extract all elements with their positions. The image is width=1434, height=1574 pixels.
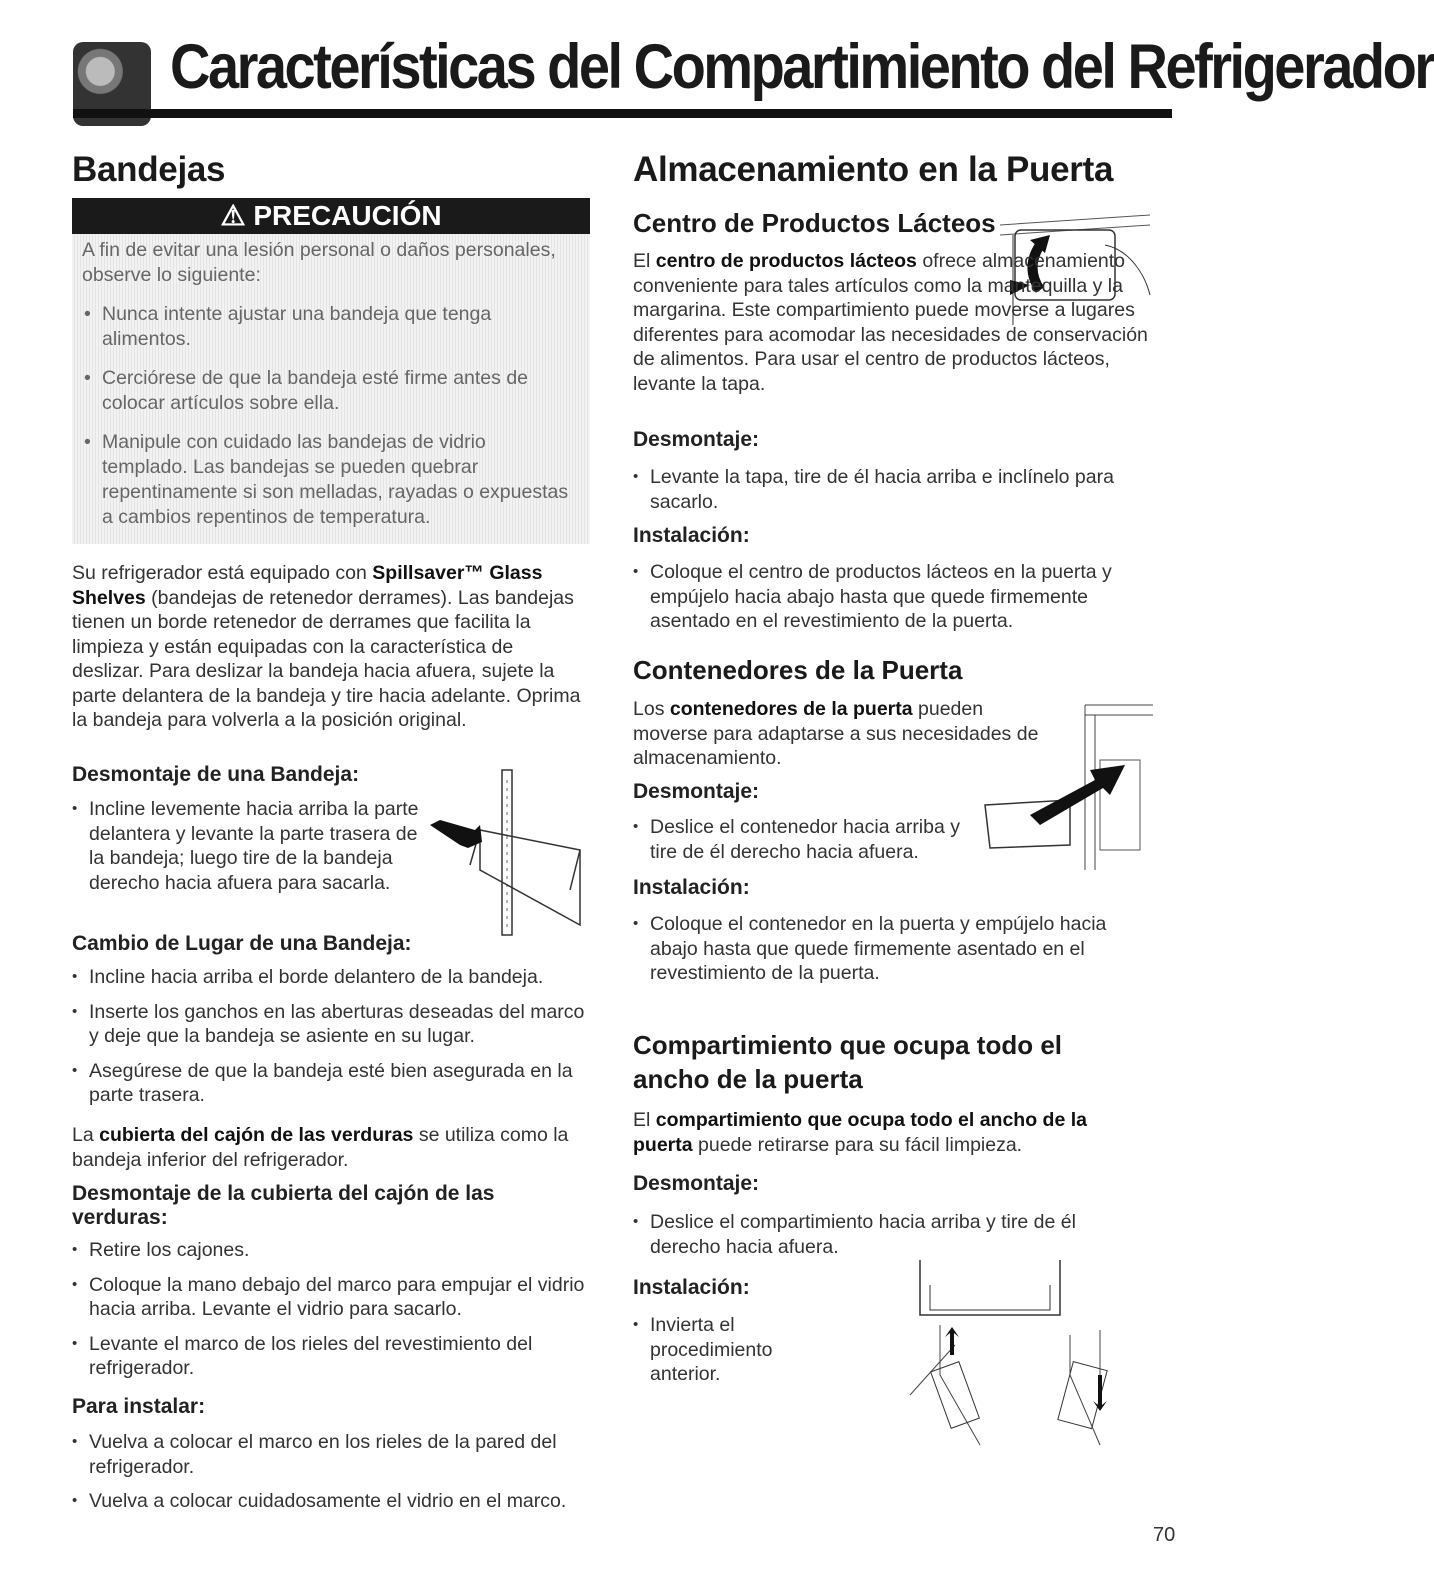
fullwidth-compartment-illustration [870,1255,1130,1455]
fullwidth-heading: Compartimiento que ocupa todo el ancho de la puerta [633,1030,1063,1094]
bins-removal-list [633,815,963,864]
fullwidth-text: El compartimiento que ocupa todo el ancho de la puerta puede retirarse para su fácil limpieza. [633,1109,1087,1156]
caution-intro: A fin de evitar una lesión personal o daños personales, observe lo siguiente: [82,239,556,286]
caution-title-bar [72,198,590,234]
dairy-heading: Centro de Productos Lácteos [633,208,996,238]
bins-install-heading: Instalación: [633,876,750,899]
door-bins-text: Los contenedores de la puerta pueden moverse para adaptarse a sus necesidades de almacenamiento. [633,698,1039,769]
list-item: • Vuelva a colocar cuidadosamente el vidrio en el marco. [72,1489,572,1514]
install-list [72,1430,572,1514]
list-item: • Coloque la mano debajo del marco para empujar el vidrio hacia arriba. Levante el vidrio para sacarlo. [72,1273,592,1322]
list-item: • Inserte los ganchos en las aberturas deseadas del marco y deje que la bandeja se asiente en su lugar. [72,1000,592,1049]
list-item: • Asegúrese de que la bandeja esté bien asegurada en la parte trasera. [72,1059,592,1108]
list-item: • Levante la tapa, tire de él hacia arriba e inclínelo para sacarlo. [633,465,1138,514]
shelf-relocate-heading: Cambio de Lugar de una Bandeja: [72,932,412,955]
warning-triangle-icon: ⚠ [220,200,254,231]
crisper-cover-text: La cubierta del cajón de las verduras se utiliza como la bandeja inferior del refrigerador. [72,1124,569,1171]
list-item: • Coloque el centro de productos lácteos en la puerta y empújelo hacia abajo hasta que quede firmemente asentado en el revestimiento de la puerta. [633,560,1138,634]
section-heading-door-storage: Almacenamiento en la Puerta [633,150,1114,189]
section-heading-bandejas: Bandejas [72,150,226,189]
caution-item: • Cerciórese de que la bandeja esté firme antes de colocar artículos sobre ella. [82,366,572,416]
shelves-intro: Su refrigerador está equipado con Spillsaver™ Glass Shelves (bandejas de retenedor derrames). Las bandejas tienen un borde retenedor de derrames que facilita la limpieza y están equipadas con la característica de deslizar. Para deslizar la bandeja hacia afuera, sujete la parte delantera de la bandeja y tire hacia adelante. Oprima la bandeja para volverla a la posición original. [72,562,581,731]
shelf-removal-illustration [420,770,590,940]
dairy-install-heading: Instalación: [633,524,750,547]
caution-item: • Nunca intente ajustar una bandeja que tenga alimentos. [82,302,572,352]
shelf-removal-heading: Desmontaje de una Bandeja: [72,763,360,786]
dairy-text: El centro de productos lácteos ofrece almacenamiento conveniente para tales artículos como la mantequilla y la margarina. Este compartimiento puede moverse a lugares diferentes para acomodar las necesidades de conservación de alimentos. Para usar el centro de productos lácteos, levante la tapa. [633,250,1148,395]
dairy-removal-heading: Desmontaje: [633,428,760,451]
bins-removal-heading: Desmontaje: [633,780,760,803]
caution-text [82,238,572,544]
shelf-relocate-list [72,965,592,1108]
install-heading: Para instalar: [72,1395,206,1418]
door-bins-heading: Contenedores de la Puerta [633,655,963,685]
title-rule [73,109,1172,118]
dairy-removal-list [633,465,1138,514]
crisper-removal-list [72,1238,592,1381]
list-item: • Invierta el procedimiento anterior. [633,1313,793,1387]
dairy-install-list [633,560,1138,634]
list-item: • Levante el marco de los rieles del revestimiento del refrigerador. [72,1332,592,1381]
page-number: 70 [1153,1524,1176,1546]
bins-install-list [633,912,1133,986]
list-item: • Vuelva a colocar el marco en los rieles de la pared del refrigerador. [72,1430,572,1479]
list-item: • Coloque el contenedor en la puerta y empújelo hacia abajo hasta que quede firmemente asentado en el revestimiento de la puerta. [633,912,1133,986]
door-bin-illustration [975,700,1155,875]
fullwidth-install-heading: Instalación: [633,1276,750,1299]
shelf-removal-list [72,797,422,895]
fullwidth-removal-heading: Desmontaje: [633,1172,760,1195]
list-item: • Incline hacia arriba el borde delantero de la bandeja. [72,965,592,990]
caution-title: PRECAUCIÓN [253,200,442,231]
list-item: • Deslice el compartimiento hacia arriba y tire de él derecho hacia afuera. [633,1210,1133,1259]
list-item: • Deslice el contenedor hacia arriba y tire de él derecho hacia afuera. [633,815,963,864]
page-title: Características del Compartimiento del Refrigerador [170,31,1434,102]
fullwidth-removal-list [633,1210,1133,1259]
list-item: • Incline levemente hacia arriba la parte delantera y levante la parte trasera de la bandeja; luego tire de la bandeja derecho hacia afuera para sacarla. [72,797,422,895]
crisper-removal-heading: Desmontaje de la cubierta del cajón de las verduras: [72,1182,495,1229]
caution-item: • Manipule con cuidado las bandejas de vidrio templado. Las bandejas se pueden quebrar repentinamente si son melladas, rayadas o expuestas a cambios repentinos de temperatura. [82,430,572,530]
fullwidth-install-list [633,1313,793,1387]
list-item: • Retire los cajones. [72,1238,592,1263]
